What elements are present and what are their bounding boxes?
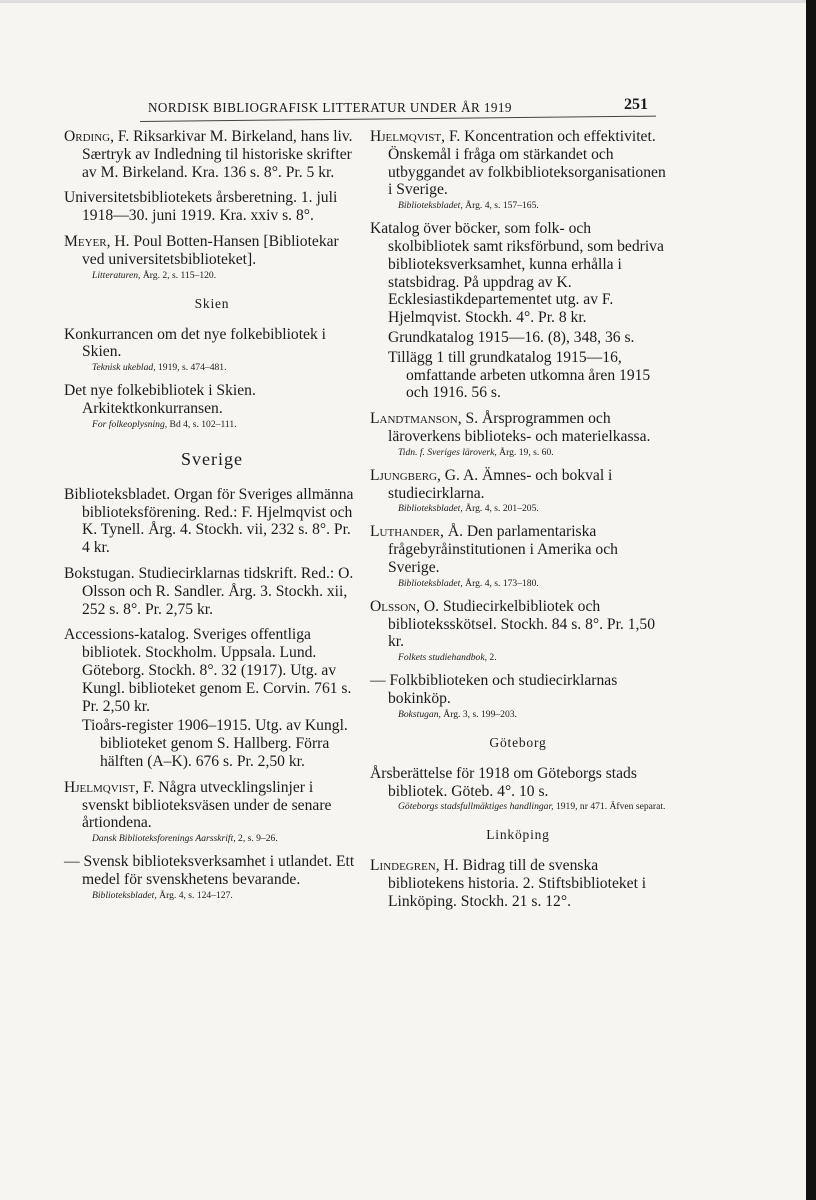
entry-text: Ämnes- och bokval i studiecirklarna.	[388, 466, 613, 502]
source-title: Göteborgs stadsfullmäktiges handlingar,	[398, 801, 554, 813]
source-ref: Årg. 3, s. 199–203.	[440, 708, 517, 720]
source-title: Biblioteksbladet,	[398, 577, 463, 589]
source-title: Tidn. f. Sveriges läroverk,	[398, 446, 497, 458]
entry-lindegren	[370, 857, 666, 910]
entry-katalog	[370, 220, 666, 402]
source-title: Biblioteksbladet,	[398, 503, 463, 515]
right-column	[370, 128, 666, 919]
entry-biblioteksbladet	[64, 486, 360, 557]
entry-text: Koncentration och effektivitet. Önskemål i fråga om stärkandet och utbyggandet av folkbiblioteksorganisationen i Sverige.	[388, 128, 666, 199]
entry-text: Studiecirkelbibliotek och biblioteksskötsel. Stockh. 84 s. 8°. Pr. 1,50 kr.	[388, 597, 656, 651]
section-heading-sverige: Sverige	[181, 448, 243, 469]
entry-source	[82, 833, 360, 845]
entry-source	[388, 578, 666, 590]
page-header	[140, 96, 656, 116]
entry-author: Lindegren, H.	[370, 857, 459, 875]
entry-svensk-biblioteksverksamhet	[64, 853, 360, 902]
entry-ording	[64, 128, 360, 181]
source-title: Teknisk ukeblad,	[92, 362, 156, 374]
entry-source	[82, 362, 360, 374]
source-title: Dansk Biblioteksforenings Aarsskrift,	[92, 833, 236, 845]
source-title: Litteraturen,	[92, 269, 141, 281]
entry-source	[82, 270, 360, 282]
entry-author: Meyer, H.	[64, 232, 130, 250]
entry-hjelmqvist-utvecklingslinjer	[64, 779, 360, 845]
entry-accessions-katalog	[64, 626, 360, 770]
entry-source	[388, 447, 666, 459]
page-number: 251	[624, 96, 648, 113]
entry-text: Riksarkivar M. Birkeland, hans liv. Særtryk av Indledning til historiske skrifter av M. Birkeland. Kra. 136 s. 8°. Pr. 5 kr.	[82, 128, 353, 181]
entry-source	[388, 503, 666, 515]
running-title: NORDISK BIBLIOGRAFISK LITTERATUR UNDER ÅR 1919	[148, 100, 512, 115]
entry-text: — Svensk biblioteksverksamhet i utlandet. Ett medel för svenskhetens bevarande.	[64, 853, 355, 888]
source-ref: Årg. 4, s. 157–165.	[462, 200, 539, 212]
entry-text: Det nye folkebibliotek i Skien. Arkitektkonkurransen.	[64, 382, 256, 417]
entry-arsberattelse	[370, 765, 666, 814]
source-ref: 1919, nr 471. Äfven separat.	[553, 801, 666, 813]
entry-subentry: Grundkatalog 1915—16. (8), 348, 36 s.	[388, 328, 635, 346]
entry-text: Konkurrancen om det nye folkebibliotek i Skien.	[64, 325, 326, 361]
entry-source	[82, 890, 360, 902]
entry-source	[388, 709, 666, 721]
entry-subentry: Tillägg 1 till grundkatalog 1915—16, omfattande arbeten utkomna åren 1915 och 1916. 56 s.	[388, 348, 651, 402]
source-ref: Årg. 4, s. 124–127.	[156, 889, 233, 901]
entry-text: Poul Botten-Hansen [Bibliotekar ved universitetsbiblioteket].	[82, 232, 339, 268]
entry-source	[388, 801, 666, 813]
entry-source	[82, 419, 360, 431]
header-rule	[140, 116, 656, 122]
source-ref: 2, s. 9–26.	[235, 833, 278, 845]
entry-det-nye-folkebibliotek	[64, 382, 360, 431]
entry-hjelmqvist-koncentration	[370, 128, 666, 212]
entry-konkurrancen	[64, 326, 360, 375]
source-ref: Årg. 2, s. 115–120.	[140, 269, 217, 281]
entry-text: Accessions-katalog. Sveriges offentliga bibliotek. Stockholm. Uppsala. Lund. Göteborg. Stockh. 8°. 32 (1917). Utg. av Kungl. biblioteket genom E. Corvin. 761 s. Pr. 2,50 kr.	[64, 626, 352, 715]
entry-subentry: Tioårs-register 1906–1915. Utg. av Kungl. biblioteket genom S. Hallberg. Förra hälften (A–K). 676 s. Pr. 2,50 kr.	[82, 717, 348, 770]
source-title: For folkeoplysning,	[92, 418, 168, 430]
entry-author: Ording, F.	[64, 128, 130, 145]
entry-universitetsbibliotekets	[64, 189, 360, 225]
left-column	[64, 128, 360, 910]
entry-source	[388, 652, 666, 664]
source-title: Biblioteksbladet,	[92, 889, 157, 901]
entry-luthander	[370, 523, 666, 589]
section-heading-goteborg: Göteborg	[489, 734, 547, 750]
entry-text: Bidrag till de svenska bibliotekens historia. 2. Stiftsbiblioteket i Linköping. Stockh. 21 s. 12°.	[388, 857, 647, 910]
source-title: Bokstugan,	[398, 708, 441, 720]
source-ref: Årg. 19, s. 60.	[496, 446, 554, 458]
entry-text: Några utvecklingslinjer i svenskt biblioteksväsen under de senare årtiondena.	[82, 778, 332, 832]
source-ref: Bd 4, s. 102–111.	[167, 418, 237, 430]
scan-top-edge	[0, 0, 806, 3]
source-title: Biblioteksbladet,	[398, 200, 463, 212]
entry-meyer	[64, 233, 360, 282]
source-ref: 2.	[487, 652, 497, 664]
entry-author: Hjelmqvist, F.	[370, 128, 461, 145]
entry-text: Årsprogrammen och läroverkens biblioteks- och materielkassa.	[388, 410, 651, 445]
source-ref: Årg. 4, s. 201–205.	[462, 503, 539, 515]
entry-author: Ljungberg, G. A.	[370, 466, 479, 484]
source-ref: Årg. 4, s. 173–180.	[462, 577, 539, 589]
entry-text: — Folkbiblioteken och studiecirklarnas bokinköp.	[370, 672, 618, 707]
entry-text: Katalog över böcker, som folk- och skolbibliotek samt riksförbund, som bedriva biblioteksverksamhet, kunna erhålla i statsbidrag. På uppdrag av K. Ecklesiastikdepartementet utg. av F. Hjelmqvist. Stockh. 4°. Pr. 8 kr.	[370, 220, 664, 327]
entry-author: Landtmanson, S.	[370, 410, 479, 428]
source-ref: 1919, s. 474–481.	[155, 362, 227, 374]
section-heading-linkoping: Linköping	[486, 827, 550, 843]
entry-author: Luthander, Å.	[370, 523, 463, 541]
entry-text: Biblioteksbladet. Organ för Sveriges allmänna biblioteksförening. Red.: F. Hjelmqvist och K. Tynell. Årg. 4. Stockh. vii, 232 s. 8°. Pr. 4 kr.	[64, 485, 354, 557]
entry-ljungberg	[370, 467, 666, 516]
source-title: Folkets studiehandbok,	[398, 652, 487, 664]
section-heading-skien: Skien	[194, 295, 230, 311]
entry-text: Den parlamentariska frågebyråinstitutionen i Amerika och Sverige.	[388, 523, 618, 576]
entry-bokstugan	[64, 565, 360, 618]
entry-source	[388, 200, 666, 212]
entry-text: Bokstugan. Studiecirklarnas tidskrift. Red.: O. Olsson och R. Sandler. Årg. 3. Stockh. xii, 252 s. 8°. Pr. 2,75 kr.	[64, 564, 354, 618]
scan-right-border	[806, 0, 816, 1200]
entry-author: Olsson, O.	[370, 597, 440, 615]
entry-folkbiblioteken	[370, 672, 666, 721]
entry-text: Universitetsbibliotekets årsberetning. 1. juli 1918—30. juni 1919. Kra. xxiv s. 8°.	[64, 189, 338, 225]
entry-landtmanson	[370, 410, 666, 459]
entry-olsson	[370, 598, 666, 664]
entry-text: Årsberättelse för 1918 om Göteborgs stads bibliotek. Göteb. 4°. 10 s.	[370, 764, 637, 800]
entry-author: Hjelmqvist, F.	[64, 778, 155, 796]
